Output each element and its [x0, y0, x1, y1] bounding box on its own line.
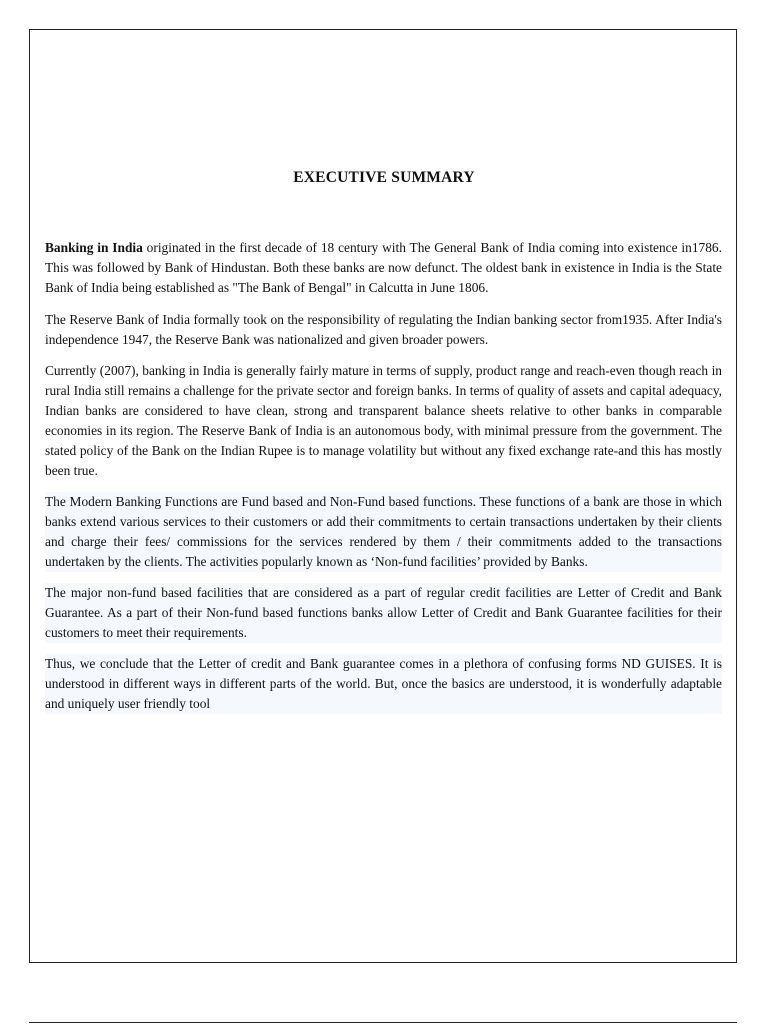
paragraph-non-fund-facilities: The major non-fund based facilities that are considered as a part of regular credit facilities are Letter of Credit and Bank Guarantee. As a part of their Non-fund based functions banks allow Letter of Credit and Bank Guarantee facilities for their customers to meet their requirements. [45, 583, 722, 643]
paragraph-history [45, 238, 722, 298]
paragraph-reserve-bank: The Reserve Bank of India formally took on the responsibility of regulating the Indian banking sector from1935. After India's independence 1947, the Reserve Bank was nationalized and given broader powers. [45, 312, 722, 347]
paragraph-banking-functions: The Modern Banking Functions are Fund based and Non-Fund based functions. These functions of a bank are those in which banks extend various services to their customers or add their commitments to certain transactions undertaken by their clients and charge their fees/ commissions for the services rendered by them / their commitments added to the transactions undertaken by the clients. The activities popularly known as ‘Non-fund facilities’ provided by Banks. [45, 492, 722, 572]
paragraph-conclusion: Thus, we conclude that the Letter of credit and Bank guarantee comes in a plethora of confusing forms ND GUISES. It is understood in different ways in different parts of the world. But, once the basics are understood, it is wonderfully adaptable and uniquely user friendly tool [45, 654, 722, 714]
document-body [45, 238, 722, 725]
paragraph-text: originated in the first decade of 18 century with The General Bank of India coming into existence in1786. This was followed by Bank of Hindustan. Both these banks are now defunct. The oldest bank in existence in India is the State Bank of India being established as "The Bank of Bengal" in Calcutta in June 1806. [45, 240, 722, 295]
page-bottom-rule [29, 1022, 737, 1023]
paragraph-current-state: Currently (2007), banking in India is generally fairly mature in terms of supply, product range and reach-even though reach in rural India still remains a challenge for the private sector and foreign banks. In terms of quality of assets and capital adequacy, Indian banks are considered to have clean, strong and transparent balance sheets relative to other banks in comparable economies in its region. The Reserve Bank of India is an autonomous body, with minimal pressure from the government. The stated policy of the Bank on the Indian Rupee is to manage volatility but without any fixed exchange rate-and this has mostly been true. [45, 363, 722, 478]
page-title: EXECUTIVE SUMMARY [293, 169, 475, 186]
paragraph-lead: Banking in India [45, 240, 143, 255]
